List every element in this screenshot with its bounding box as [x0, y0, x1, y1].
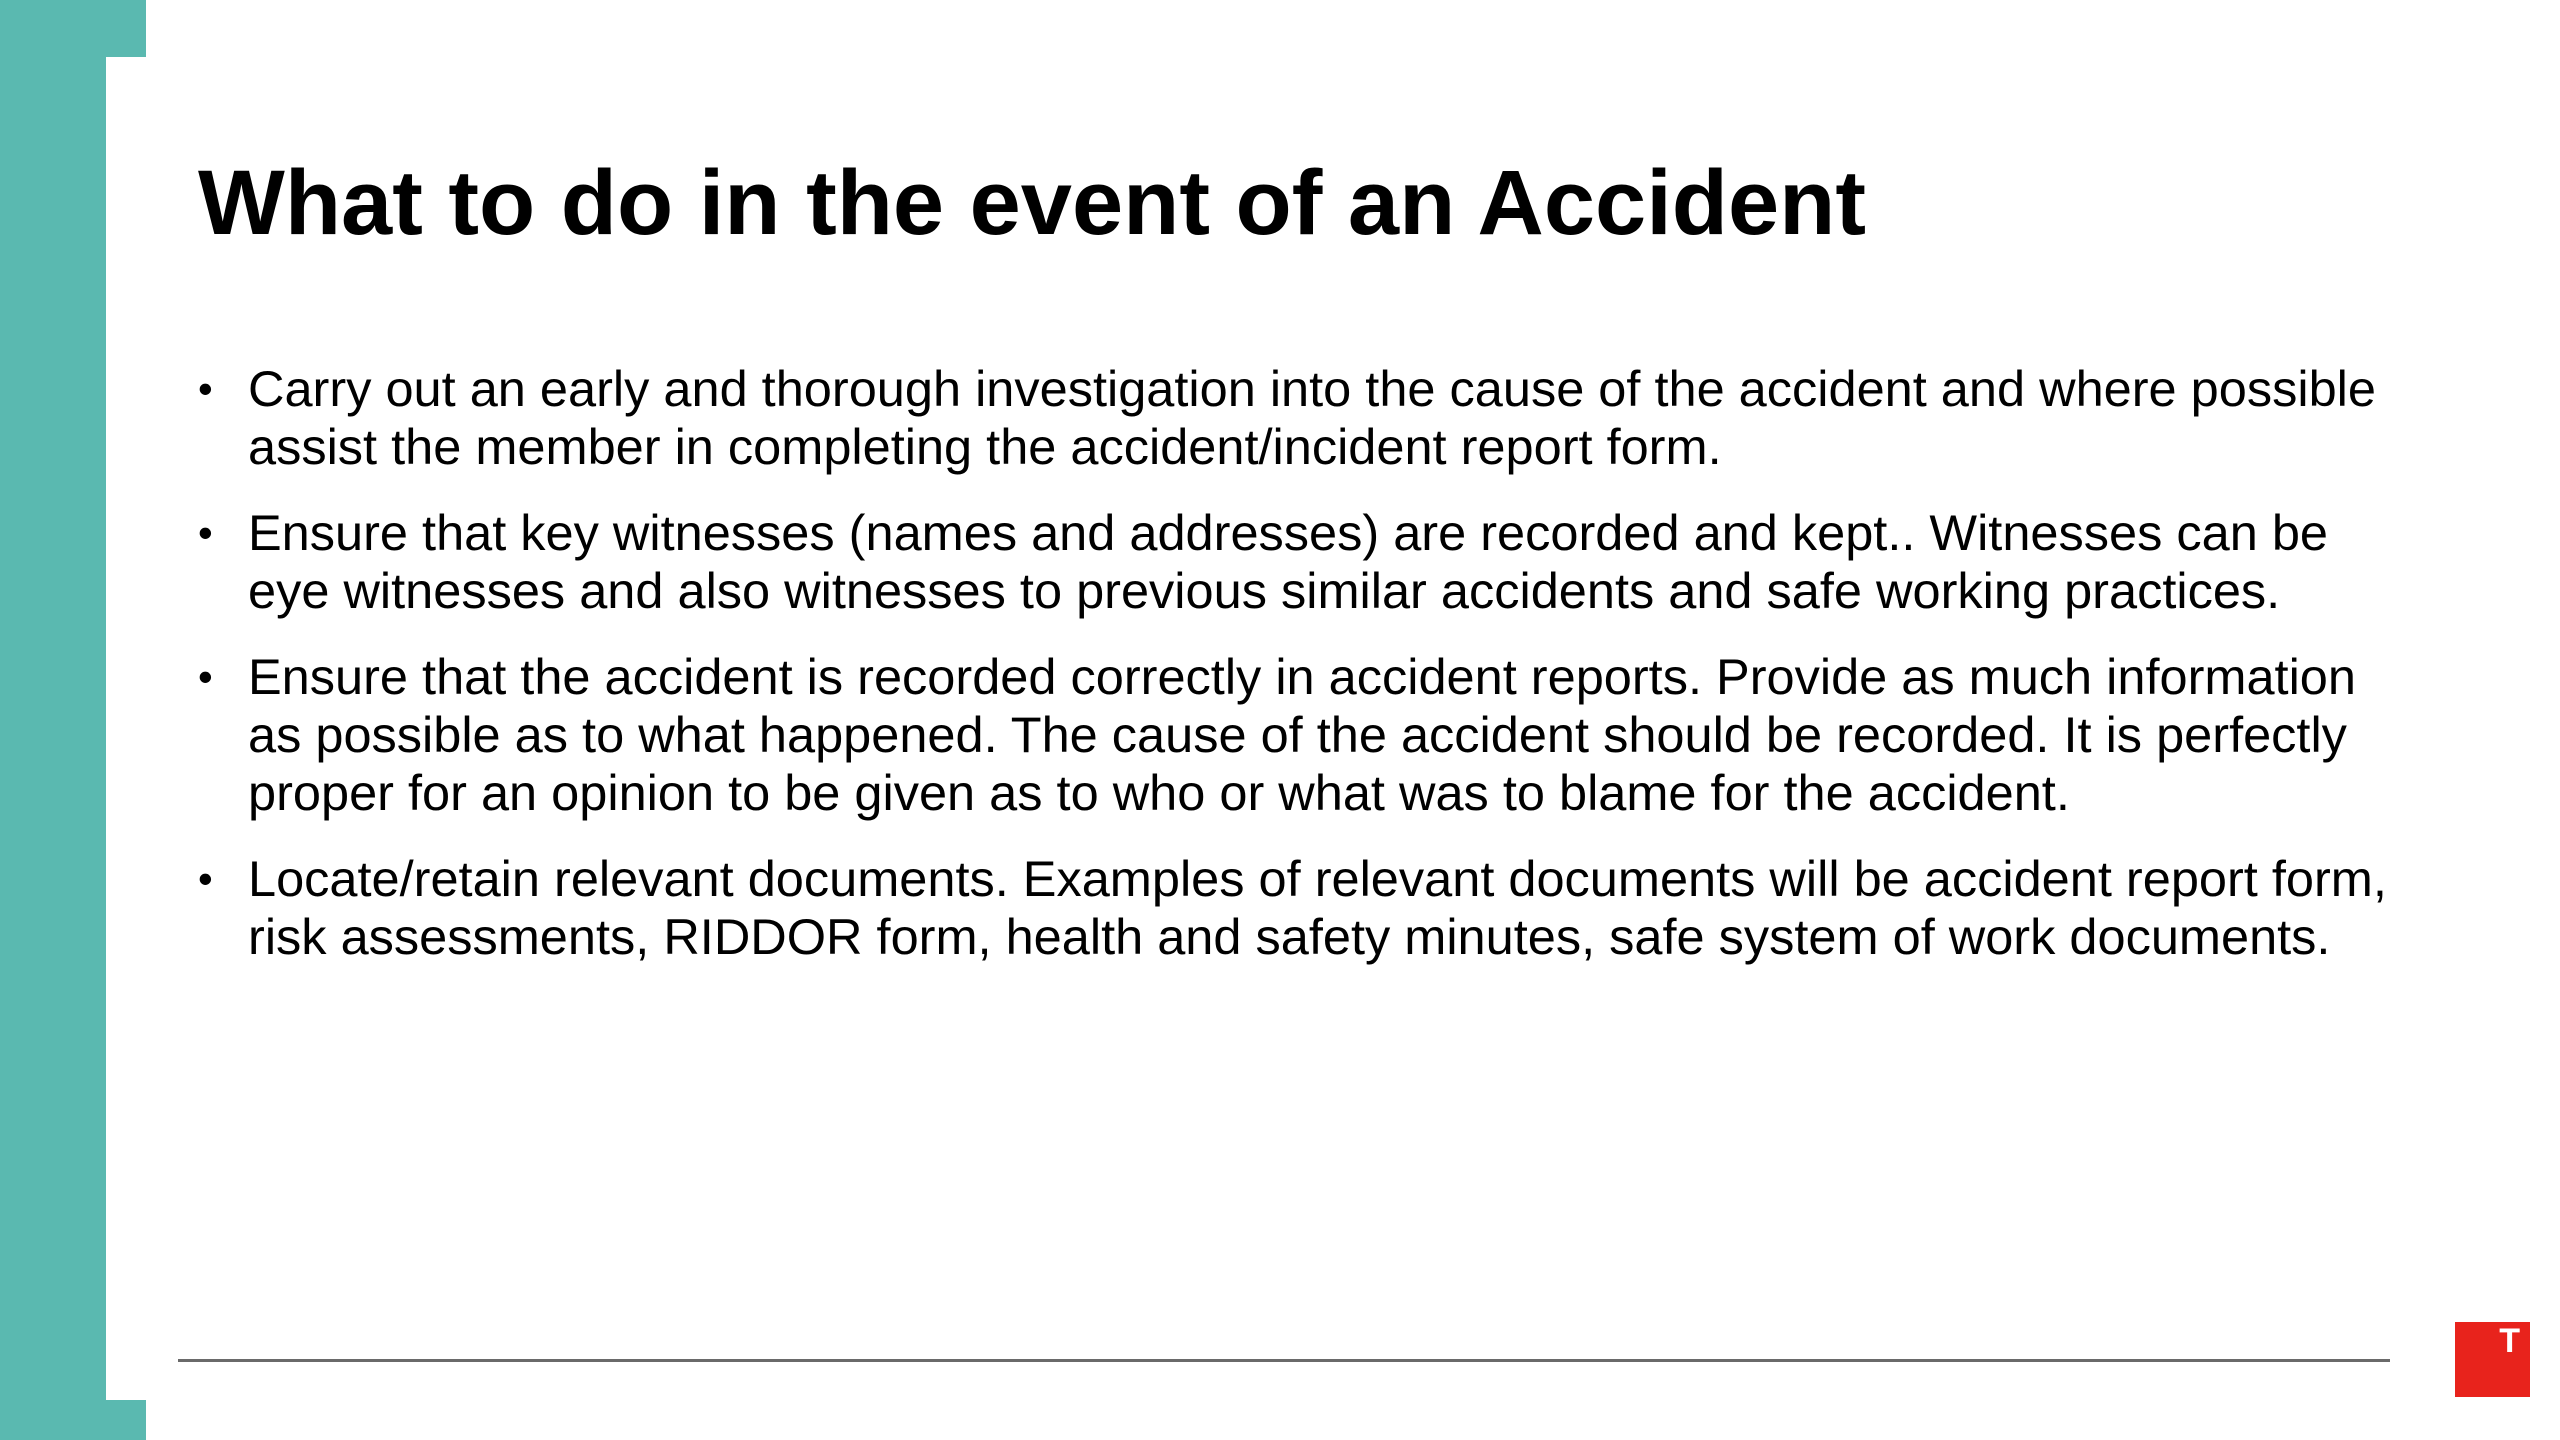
- bullet-text: Locate/retain relevant documents. Examples of relevant documents will be accident report form, risk assessments, RIDDOR form, health and safety minutes, safe system of work documents.: [248, 850, 2387, 965]
- logo-letter: T: [2499, 1322, 2520, 1360]
- footer-divider: [178, 1359, 2390, 1362]
- accent-bar-top-tab: [106, 0, 146, 57]
- slide-title: What to do in the event of an Accident: [198, 152, 1866, 254]
- bullet-item: [198, 504, 2408, 620]
- bullet-dot-icon: •: [198, 653, 213, 700]
- logo-badge: [2455, 1322, 2530, 1397]
- bullet-dot-icon: •: [198, 365, 213, 412]
- bullet-item: [198, 850, 2408, 966]
- bullet-text: Ensure that key witnesses (names and addresses) are recorded and kept.. Witnesses can be eye witnesses and also witnesses to previous similar accidents and safe working practices.: [248, 504, 2328, 619]
- bullet-text: Ensure that the accident is recorded correctly in accident reports. Provide as much information as possible as to what happened. The cause of the accident should be recorded. It is perfectly proper for an opinion to be given as to who or what was to blame for the accident.: [248, 648, 2356, 821]
- accent-bar-left: [0, 0, 106, 1440]
- bullet-dot-icon: •: [198, 509, 213, 556]
- bullet-item: [198, 360, 2408, 476]
- bullet-text: Carry out an early and thorough investigation into the cause of the accident and where possible assist the member in completing the accident/incident report form.: [248, 360, 2376, 475]
- bullet-list: [198, 360, 2408, 994]
- bullet-item: [198, 648, 2408, 822]
- accent-bar-bottom-tab: [106, 1400, 146, 1440]
- bullet-dot-icon: •: [198, 855, 213, 902]
